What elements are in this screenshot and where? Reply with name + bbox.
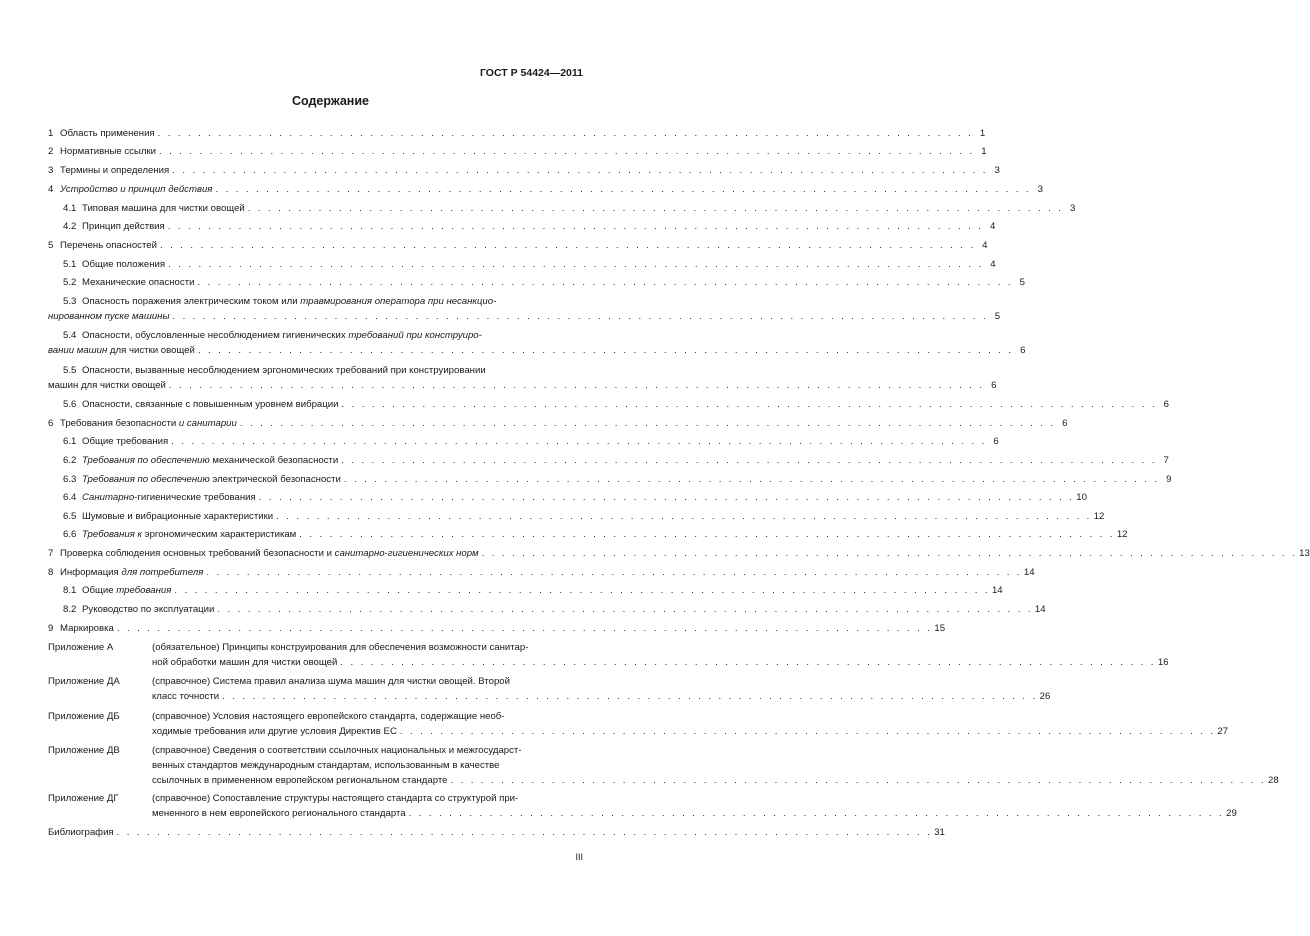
toc-entry-title: Требования по обеспечению электрической безопасности bbox=[82, 474, 341, 485]
toc-entry-text-line: (справочное) Условия настоящего европейского стандарта, содержащие необ- bbox=[152, 711, 505, 722]
toc-entry-text-line: (справочное) Сопоставление структуры настоящего стандарта со структурой при- bbox=[152, 793, 519, 804]
toc-page-number: 28 bbox=[1268, 775, 1279, 786]
toc-entry-title: Общие требования bbox=[82, 436, 169, 447]
toc-entry-title: ходимые требования или другие условия Директив ЕС bbox=[152, 726, 397, 737]
toc-entry-number: 4.1 bbox=[63, 203, 77, 214]
toc-appendix-label: Приложение ДГ bbox=[48, 793, 119, 804]
toc-entry-number: 5.2 bbox=[63, 277, 77, 288]
toc-leader-dots: . . . . . . . . . . . . . . . . . . . . . . . . . . . . . . . . . . . . . . . . . . . . . . . . . . . . . . . . . . . . . . . . . . . . . . . . . . . . . . . . . bbox=[215, 184, 1031, 195]
toc-entry-text-line: (обязательное) Принципы конструирования для обеспечения возможности санитар- bbox=[152, 642, 529, 653]
toc-entry-title: Требования по обеспечению механической безопасности bbox=[82, 455, 339, 466]
toc-leader-dots: . . . . . . . . . . . . . . . . . . . . . . . . . . . . . . . . . . . . . . . . . . . . . . . . . . . . . . . . . . . . . . . . . . . . . . . . . . . . . . . . . bbox=[399, 726, 1216, 737]
toc-page-number: 27 bbox=[1217, 726, 1229, 737]
toc-leader-dots: . . . . . . . . . . . . . . . . . . . . . . . . . . . . . . . . . . . . . . . . . . . . . . . . . . . . . . . . . . . . . . . . . . . . . . . . . . . . . . . . . bbox=[116, 623, 933, 634]
toc-entry-title: ной обработки машин для чистки овощей bbox=[152, 657, 338, 668]
toc-page-number: 4 bbox=[990, 259, 996, 270]
toc-entry-text-line: (справочное) Система правил анализа шума машин для чистки овощей. Второй bbox=[152, 676, 510, 687]
toc-entry-title: вании машин для чистки овощей bbox=[48, 345, 195, 356]
toc-leader-dots: . . . . . . . . . . . . . . . . . . . . . . . . . . . . . . . . . . . . . . . . . . . . . . . . . . . . . . . . . . . . . . . . . . . . . . . . . . . . . . . . . bbox=[116, 827, 933, 838]
toc-leader-dots: . . . . . . . . . . . . . . . . . . . . . . . . . . . . . . . . . . . . . . . . . . . . . . . . . . . . . . . . . . . . . . . . . . . . . . . . . . . . . . . . . bbox=[174, 585, 990, 596]
toc-entry-number: 5.3 bbox=[63, 296, 77, 307]
toc-page-number: 15 bbox=[934, 623, 946, 634]
toc-page-number: 12 bbox=[1116, 529, 1128, 540]
toc-entry-title: нированном пуске машины bbox=[48, 311, 170, 322]
toc-leader-dots: . . . . . . . . . . . . . . . . . . . . . . . . . . . . . . . . . . . . . . . . . . . . . . . . . . . . . . . . . . . . . . . . . . . . . . . . . . . . . . . . . bbox=[408, 808, 1225, 819]
toc-leader-dots: . . . . . . . . . . . . . . . . . . . . . . . . . . . . . . . . . . . . . . . . . . . . . . . . . . . . . . . . . . . . . . . . . . . . . . . . . . . . . . . . . bbox=[157, 128, 974, 139]
toc-entry-title: Требования безопасности и санитарии bbox=[60, 418, 237, 429]
toc-leader-dots: . . . . . . . . . . . . . . . . . . . . . . . . . . . . . . . . . . . . . . . . . . . . . . . . . . . . . . . . . . . . . . . . . . . . . . . . . . . . . . . . . bbox=[197, 277, 1013, 288]
toc-entry-title: класс точности bbox=[152, 691, 220, 702]
toc-leader-dots: . . . . . . . . . . . . . . . . . . . . . . . . . . . . . . . . . . . . . . . . . . . . . . . . . . . . . . . . . . . . . . . . . . . . . . . . . . . . . . . . . bbox=[247, 203, 1064, 214]
toc-entry-title: Принцип действия bbox=[82, 221, 165, 232]
toc-leader-dots: . . . . . . . . . . . . . . . . . . . . . . . . . . . . . . . . . . . . . . . . . . . . . . . . . . . . . . . . . . . . . . . . . . . . . . . . . . . . . . . . . bbox=[341, 399, 1158, 410]
toc-appendix-label: Приложение А bbox=[48, 642, 114, 653]
toc-page-number: 6 bbox=[1020, 345, 1026, 356]
toc-page-number: 3 bbox=[1037, 184, 1043, 195]
toc-entry-number: 6.1 bbox=[63, 436, 77, 447]
toc-page-number: 7 bbox=[1163, 455, 1169, 466]
toc-entry-number: 3 bbox=[48, 165, 54, 176]
toc-entry-text-line: (справочное) Сведения о соответствии ссылочных национальных и межгосударст- bbox=[152, 745, 522, 756]
toc-page-number: 6 bbox=[1163, 399, 1170, 410]
toc-entry-number: 2 bbox=[48, 146, 54, 157]
document-code: ГОСТ Р 54424—2011 bbox=[479, 67, 583, 79]
toc-leader-dots: . . . . . . . . . . . . . . . . . . . . . . . . . . . . . . . . . . . . . . . . . . . . . . . . . . . . . . . . . . . . . . . . . . . . . . . . . . . . . . . . . bbox=[159, 146, 975, 157]
toc-leader-dots: . . . . . . . . . . . . . . . . . . . . . . . . . . . . . . . . . . . . . . . . . . . . . . . . . . . . . . . . . . . . . . . . . . . . . . . . . . . . . . . . . bbox=[341, 455, 1157, 466]
toc-entry-number: 8.2 bbox=[63, 604, 77, 615]
toc-leader-dots: . . . . . . . . . . . . . . . . . . . . . . . . . . . . . . . . . . . . . . . . . . . . . . . . . . . . . . . . . . . . . . . . . . . . . . . . . . . . . . . . . bbox=[258, 492, 1075, 503]
toc-leader-dots: . . . . . . . . . . . . . . . . . . . . . . . . . . . . . . . . . . . . . . . . . . . . . . . . . . . . . . . . . . . . . . . . . . . . . . . . . . . . . . . . . bbox=[222, 691, 1038, 702]
toc-entry-title: Перечень опасностей bbox=[60, 240, 157, 251]
toc-entry-title: Маркировка bbox=[60, 623, 114, 634]
toc-entry-number: 7 bbox=[48, 548, 54, 559]
toc-page-number: 4 bbox=[982, 240, 988, 251]
toc-entry-number: 6.2 bbox=[63, 455, 77, 466]
toc-entry-title: Требования к эргономическим характеристикам bbox=[82, 529, 297, 540]
toc-page-number: 14 bbox=[1023, 567, 1035, 578]
toc-entry-title: Проверка соблюдения основных требований безопасности и санитарно-гигиенических норм bbox=[60, 548, 479, 559]
toc-entry-number: 9 bbox=[48, 623, 54, 634]
toc-page-number: 3 bbox=[994, 165, 1000, 176]
toc-leader-dots: . . . . . . . . . . . . . . . . . . . . . . . . . . . . . . . . . . . . . . . . . . . . . . . . . . . . . . . . . . . . . . . . . . . . . . . . . . . . . . . . . bbox=[343, 474, 1160, 485]
toc-entry-text-line: венных стандартов международным стандартам, использованным в качестве bbox=[152, 760, 500, 771]
toc-leader-dots: . . . . . . . . . . . . . . . . . . . . . . . . . . . . . . . . . . . . . . . . . . . . . . . . . . . . . . . . . . . . . . . . . . . . . . . . . . . . . . . . . bbox=[171, 436, 987, 447]
toc-page-number: 6 bbox=[991, 380, 997, 391]
toc-page-number: 12 bbox=[1093, 511, 1105, 522]
page-title: Содержание bbox=[291, 94, 369, 108]
toc-leader-dots: . . . . . . . . . . . . . . . . . . . . . . . . . . . . . . . . . . . . . . . . . . . . . . . . . . . . . . . . . . . . . . . . . . . . . . . . . . . . . . . . . bbox=[168, 259, 984, 270]
toc-entry-title: Область применения bbox=[60, 128, 155, 139]
toc-page-number: 1 bbox=[979, 128, 986, 139]
toc-leader-dots: . . . . . . . . . . . . . . . . . . . . . . . . . . . . . . . . . . . . . . . . . . . . . . . . . . . . . . . . . . . . . . . . . . . . . . . . . . . . . . . . . bbox=[159, 240, 976, 251]
toc-leader-dots: . . . . . . . . . . . . . . . . . . . . . . . . . . . . . . . . . . . . . . . . . . . . . . . . . . . . . . . . . . . . . . . . . . . . . . . . . . . . . . . . . bbox=[450, 775, 1267, 786]
toc-page-number: 6 bbox=[993, 436, 999, 447]
toc-page-number: 10 bbox=[1076, 492, 1087, 503]
toc-entry-title: Руководство по эксплуатации bbox=[82, 604, 215, 615]
toc-leader-dots: . . . . . . . . . . . . . . . . . . . . . . . . . . . . . . . . . . . . . . . . . . . . . . . . . . . . . . . . . . . . . . . . . . . . . . . . . . . . . . . . . bbox=[481, 548, 1298, 559]
toc-leader-dots: . . . . . . . . . . . . . . . . . . . . . . . . . . . . . . . . . . . . . . . . . . . . . . . . . . . . . . . . . . . . . . . . . . . . . . . . . . . . . . . . . bbox=[167, 221, 984, 232]
toc-entry-number: 6 bbox=[48, 418, 54, 429]
toc-entry-title: Санитарно-гигиенические требования bbox=[82, 492, 256, 503]
toc-page-number: 14 bbox=[991, 585, 1003, 596]
toc-entry-title: Шумовые и вибрационные характеристики bbox=[82, 511, 274, 522]
toc-entry-number: 6.4 bbox=[63, 492, 77, 503]
toc-page-number: 5 bbox=[994, 311, 1001, 322]
toc-entry-title: Информация для потребителя bbox=[60, 567, 204, 578]
toc-entry-title: Библиография bbox=[48, 827, 114, 838]
toc-page-number: 14 bbox=[1034, 604, 1046, 615]
toc-leader-dots: . . . . . . . . . . . . . . . . . . . . . . . . . . . . . . . . . . . . . . . . . . . . . . . . . . . . . . . . . . . . . . . . . . . . . . . . . . . . . . . . . bbox=[276, 511, 1092, 522]
toc-page-number: 13 bbox=[1299, 548, 1310, 559]
toc-leader-dots: . . . . . . . . . . . . . . . . . . . . . . . . . . . . . . . . . . . . . . . . . . . . . . . . . . . . . . . . . . . . . . . . . . . . . . . . . . . . . . . . . bbox=[172, 311, 989, 322]
toc-entry-title: Устройство и принцип действия bbox=[60, 184, 213, 195]
toc-entry-text-line: Опасности, обусловленные несоблюдением гигиенических требований при конструиро- bbox=[82, 330, 482, 341]
toc-leader-dots: . . . . . . . . . . . . . . . . . . . . . . . . . . . . . . . . . . . . . . . . . . . . . . . . . . . . . . . . . . . . . . . . . . . . . . . . . . . . . . . . . bbox=[299, 529, 1115, 540]
toc-entry-number: 5.4 bbox=[63, 330, 77, 341]
toc-appendix-label: Приложение ДА bbox=[48, 676, 120, 687]
page-number: III bbox=[575, 852, 583, 862]
toc-leader-dots: . . . . . . . . . . . . . . . . . . . . . . . . . . . . . . . . . . . . . . . . . . . . . . . . . . . . . . . . . . . . . . . . . . . . . . . . . . . . . . . . . bbox=[206, 567, 1022, 578]
toc-entry-title: Общие положения bbox=[82, 259, 166, 270]
toc-page-number: 1 bbox=[981, 146, 987, 157]
toc-page-number: 3 bbox=[1069, 203, 1076, 214]
toc-entry-number: 6.3 bbox=[63, 474, 77, 485]
toc-page-number: 29 bbox=[1226, 808, 1237, 819]
toc-entry-title: Нормативные ссылки bbox=[60, 146, 157, 157]
toc-page-number: 31 bbox=[934, 827, 945, 838]
toc-leader-dots: . . . . . . . . . . . . . . . . . . . . . . . . . . . . . . . . . . . . . . . . . . . . . . . . . . . . . . . . . . . . . . . . . . . . . . . . . . . . . . . . . bbox=[340, 657, 1156, 668]
toc-entry-text-line: Опасность поражения электрическим током или травмирования оператора при несанкцио- bbox=[82, 296, 497, 307]
toc-entry-title: машин для чистки овощей bbox=[48, 380, 166, 391]
toc-entry-title: ссылочных в примененном европейском региональном стандарте bbox=[152, 775, 448, 786]
toc-entry-title: Механические опасности bbox=[82, 277, 195, 288]
toc-leader-dots: . . . . . . . . . . . . . . . . . . . . . . . . . . . . . . . . . . . . . . . . . . . . . . . . . . . . . . . . . . . . . . . . . . . . . . . . . . . . . . . . . bbox=[197, 345, 1014, 356]
toc-page-number: 5 bbox=[1019, 277, 1025, 288]
toc-entry-number: 5.6 bbox=[63, 399, 77, 410]
toc-leader-dots: . . . . . . . . . . . . . . . . . . . . . . . . . . . . . . . . . . . . . . . . . . . . . . . . . . . . . . . . . . . . . . . . . . . . . . . . . . . . . . . . . bbox=[239, 418, 1056, 429]
toc-entry-number: 5 bbox=[48, 240, 54, 251]
toc-entry-text-line: Опасности, вызванные несоблюдением эргономических требований при конструировании bbox=[82, 365, 486, 376]
toc-page-number: 6 bbox=[1062, 418, 1068, 429]
toc-page-number: 4 bbox=[989, 221, 996, 232]
toc-entry-number: 4 bbox=[48, 184, 54, 195]
toc-leader-dots: . . . . . . . . . . . . . . . . . . . . . . . . . . . . . . . . . . . . . . . . . . . . . . . . . . . . . . . . . . . . . . . . . . . . . . . . . . . . . . . . . bbox=[172, 165, 988, 176]
toc-appendix-label: Приложение ДВ bbox=[48, 745, 120, 756]
toc-entry-number: 8.1 bbox=[63, 585, 77, 596]
toc-leader-dots: . . . . . . . . . . . . . . . . . . . . . . . . . . . . . . . . . . . . . . . . . . . . . . . . . . . . . . . . . . . . . . . . . . . . . . . . . . . . . . . . . bbox=[217, 604, 1033, 615]
toc-entry-number: 5.5 bbox=[63, 365, 77, 376]
toc-entry-number: 6.6 bbox=[63, 529, 77, 540]
toc-entry-title: Опасности, связанные с повышенным уровнем вибрации bbox=[82, 399, 339, 410]
toc-entry-title: мененного в нем европейского регионального стандарта bbox=[152, 808, 406, 819]
toc-entry-title: Термины и определения bbox=[60, 165, 170, 176]
toc-entry-number: 6.5 bbox=[63, 511, 77, 522]
toc-page-number: 26 bbox=[1039, 691, 1051, 702]
toc-entry-number: 8 bbox=[48, 567, 54, 578]
toc-entry-title: Общие требования bbox=[82, 585, 172, 596]
toc-leader-dots: . . . . . . . . . . . . . . . . . . . . . . . . . . . . . . . . . . . . . . . . . . . . . . . . . . . . . . . . . . . . . . . . . . . . . . . . . . . . . . . . . bbox=[168, 380, 985, 391]
toc-page-number: 9 bbox=[1166, 474, 1172, 485]
toc-entry-title: Типовая машина для чистки овощей bbox=[82, 203, 245, 214]
toc-page-number: 16 bbox=[1157, 657, 1169, 668]
toc-entry-number: 4.2 bbox=[63, 221, 77, 232]
toc-entry-number: 1 bbox=[48, 128, 54, 139]
toc-entry-number: 5.1 bbox=[63, 259, 77, 270]
toc-appendix-label: Приложение ДБ bbox=[48, 711, 120, 722]
